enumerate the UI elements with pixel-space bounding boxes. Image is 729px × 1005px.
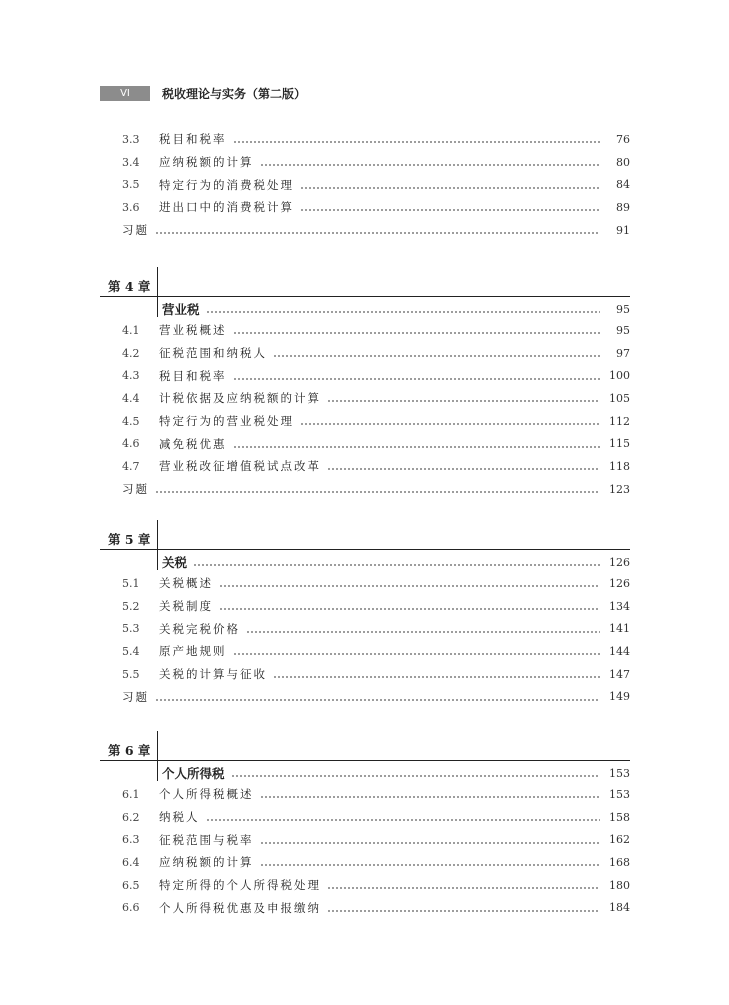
page-number: 80 xyxy=(616,155,630,169)
page-number: 91 xyxy=(616,223,630,237)
dot-leader xyxy=(219,601,600,611)
section-number: 4.7 xyxy=(122,459,140,473)
entry-title: 纳税人 xyxy=(159,810,200,825)
entry-title: 营业税概述 xyxy=(159,323,227,338)
section-number: 4.2 xyxy=(122,346,140,360)
toc-entry[interactable] xyxy=(100,896,630,919)
section-number: 3.3 xyxy=(122,132,140,146)
page-number: 162 xyxy=(609,833,630,847)
dot-leader xyxy=(193,557,600,567)
toc-entry[interactable] xyxy=(100,663,630,686)
section-number: 6.1 xyxy=(122,787,140,801)
page-number: 168 xyxy=(609,855,630,869)
section-number: 6.2 xyxy=(122,810,140,824)
page-number: 184 xyxy=(609,901,630,915)
chapter-title-entry[interactable] xyxy=(162,551,630,573)
section-number: 4.5 xyxy=(122,414,140,428)
toc-entry[interactable] xyxy=(100,173,630,196)
section-number: 3.5 xyxy=(122,178,140,192)
dot-leader xyxy=(273,348,600,358)
dot-leader xyxy=(260,789,601,799)
section-number: 6.5 xyxy=(122,878,140,892)
entry-title: 特定行为的营业税处理 xyxy=(159,414,294,429)
dot-leader xyxy=(246,624,600,634)
page-number: 76 xyxy=(616,132,630,146)
dot-leader xyxy=(300,416,600,426)
chapter-heading xyxy=(100,275,630,319)
chapter-heading xyxy=(100,739,630,783)
page-number: 180 xyxy=(609,878,630,892)
dot-leader xyxy=(233,439,601,449)
page-number: 141 xyxy=(609,622,630,636)
dot-leader xyxy=(327,880,600,890)
toc-entry[interactable] xyxy=(100,319,630,342)
dot-leader xyxy=(219,578,600,588)
entry-title: 征税范围与税率 xyxy=(159,832,254,847)
dot-leader xyxy=(273,669,600,679)
section-number: 6.6 xyxy=(122,901,140,915)
toc-entry[interactable] xyxy=(100,851,630,874)
page-number: 147 xyxy=(609,667,630,681)
dot-leader xyxy=(300,180,600,190)
dot-leader xyxy=(233,134,601,144)
section-number: 4.6 xyxy=(122,437,140,451)
dot-leader xyxy=(155,225,600,235)
toc-entry[interactable] xyxy=(100,572,630,595)
entry-title: 个人所得税优惠及申报缴纳 xyxy=(159,900,321,915)
toc-entry[interactable] xyxy=(100,874,630,897)
toc-exercise-entry[interactable] xyxy=(100,685,630,708)
page-number: 95 xyxy=(616,323,630,337)
entry-title: 关税制度 xyxy=(159,599,213,614)
running-header-title: 税收理论与实务（第二版） xyxy=(162,87,307,101)
section-number: 5.3 xyxy=(122,622,140,636)
toc-entry[interactable] xyxy=(100,364,630,387)
entry-title: 特定所得的个人所得税处理 xyxy=(159,878,321,893)
page-number: 89 xyxy=(616,200,630,214)
chapter-heading xyxy=(100,528,630,572)
chapter-vertical-rule xyxy=(157,731,158,781)
entry-title: 原产地规则 xyxy=(159,644,227,659)
section-number: 3.6 xyxy=(122,200,140,214)
entry-title: 个人所得税概述 xyxy=(159,787,254,802)
page-number: 144 xyxy=(609,644,630,658)
entry-title: 习题 xyxy=(122,482,149,497)
section-number: 4.1 xyxy=(122,323,140,337)
toc-entry[interactable] xyxy=(100,783,630,806)
toc-entry[interactable] xyxy=(100,640,630,663)
entry-title: 特定行为的消费税处理 xyxy=(159,177,294,192)
section-number: 5.2 xyxy=(122,599,140,613)
toc-exercise-entry[interactable] xyxy=(100,219,630,242)
entry-title: 进出口中的消费税计算 xyxy=(159,200,294,215)
page-number: 100 xyxy=(609,369,630,383)
dot-leader xyxy=(206,304,600,314)
section-number: 6.3 xyxy=(122,833,140,847)
chapter-label: 第 4 章 xyxy=(108,279,151,294)
dot-leader xyxy=(327,393,600,403)
page-number: 105 xyxy=(609,391,630,405)
chapter-4 xyxy=(100,275,630,501)
page-number: 134 xyxy=(609,599,630,613)
entry-title: 应纳税额的计算 xyxy=(159,855,254,870)
chapter-title: 营业税 xyxy=(162,302,200,317)
toc-entry[interactable] xyxy=(100,128,630,151)
dot-leader xyxy=(155,484,600,494)
page-number: 126 xyxy=(609,576,630,590)
chapter-vertical-rule xyxy=(157,520,158,570)
dot-leader xyxy=(300,202,600,212)
toc-entry[interactable] xyxy=(100,806,630,829)
toc-entry[interactable] xyxy=(100,455,630,478)
page-number: 84 xyxy=(616,178,630,192)
page-number: 97 xyxy=(616,346,630,360)
dot-leader xyxy=(155,692,600,702)
chapter-title: 个人所得税 xyxy=(162,766,225,781)
entry-title: 习题 xyxy=(122,223,149,238)
chapter-label: 第 5 章 xyxy=(108,532,151,547)
page-number: 115 xyxy=(609,437,630,451)
chapter-title-entry[interactable] xyxy=(162,762,630,784)
section-number: 5.5 xyxy=(122,667,140,681)
toc-entry[interactable] xyxy=(100,387,630,410)
page-number: 123 xyxy=(609,482,630,496)
toc-entry[interactable] xyxy=(100,828,630,851)
dot-leader xyxy=(260,857,601,867)
chapter-label: 第 6 章 xyxy=(108,743,151,758)
entry-title: 计税依据及应纳税额的计算 xyxy=(159,391,321,406)
dot-leader xyxy=(327,903,600,913)
section-number: 4.4 xyxy=(122,391,140,405)
chapter-title-entry[interactable] xyxy=(162,298,630,320)
page-number: 153 xyxy=(609,766,630,780)
entry-title: 应纳税额的计算 xyxy=(159,155,254,170)
entry-title: 关税的计算与征收 xyxy=(159,667,267,682)
page-number-badge: VI xyxy=(100,86,150,101)
entry-title: 习题 xyxy=(122,689,149,704)
section-number: 5.1 xyxy=(122,576,140,590)
page-number: 126 xyxy=(609,555,630,569)
page-number: 95 xyxy=(616,302,630,316)
toc-entry[interactable] xyxy=(100,595,630,618)
toc-entry[interactable] xyxy=(100,342,630,365)
entry-title: 税目和税率 xyxy=(159,132,227,147)
entry-title: 关税完税价格 xyxy=(159,621,240,636)
page-number: 158 xyxy=(609,810,630,824)
dot-leader xyxy=(233,325,601,335)
chapter-title: 关税 xyxy=(162,555,188,570)
dot-leader xyxy=(260,157,601,167)
dot-leader xyxy=(260,835,601,845)
page-number: 153 xyxy=(609,787,630,801)
toc-entry[interactable] xyxy=(100,196,630,219)
dot-leader xyxy=(233,371,601,381)
toc-exercise-entry[interactable] xyxy=(100,478,630,501)
page-number: 112 xyxy=(609,414,630,428)
dot-leader xyxy=(327,461,600,471)
chapter-6 xyxy=(100,739,630,919)
toc-entry[interactable] xyxy=(100,432,630,455)
toc-entry[interactable] xyxy=(100,151,630,174)
section-number: 6.4 xyxy=(122,855,140,869)
section-number: 3.4 xyxy=(122,155,140,169)
toc-entry[interactable] xyxy=(100,410,630,433)
section-number: 5.4 xyxy=(122,644,140,658)
entry-title: 营业税改征增值税试点改革 xyxy=(159,459,321,474)
entry-title: 税目和税率 xyxy=(159,368,227,383)
chapter-3-continued xyxy=(100,128,630,241)
toc-entry[interactable] xyxy=(100,617,630,640)
entry-title: 减免税优惠 xyxy=(159,436,227,451)
dot-leader xyxy=(231,768,600,778)
chapter-5 xyxy=(100,528,630,708)
chapter-vertical-rule xyxy=(157,267,158,317)
section-number: 4.3 xyxy=(122,369,140,383)
dot-leader xyxy=(233,646,601,656)
dot-leader xyxy=(206,812,601,822)
page-number: 149 xyxy=(609,690,630,704)
entry-title: 征税范围和纳税人 xyxy=(159,346,267,361)
entry-title: 关税概述 xyxy=(159,576,213,591)
page-number: 118 xyxy=(609,459,630,473)
